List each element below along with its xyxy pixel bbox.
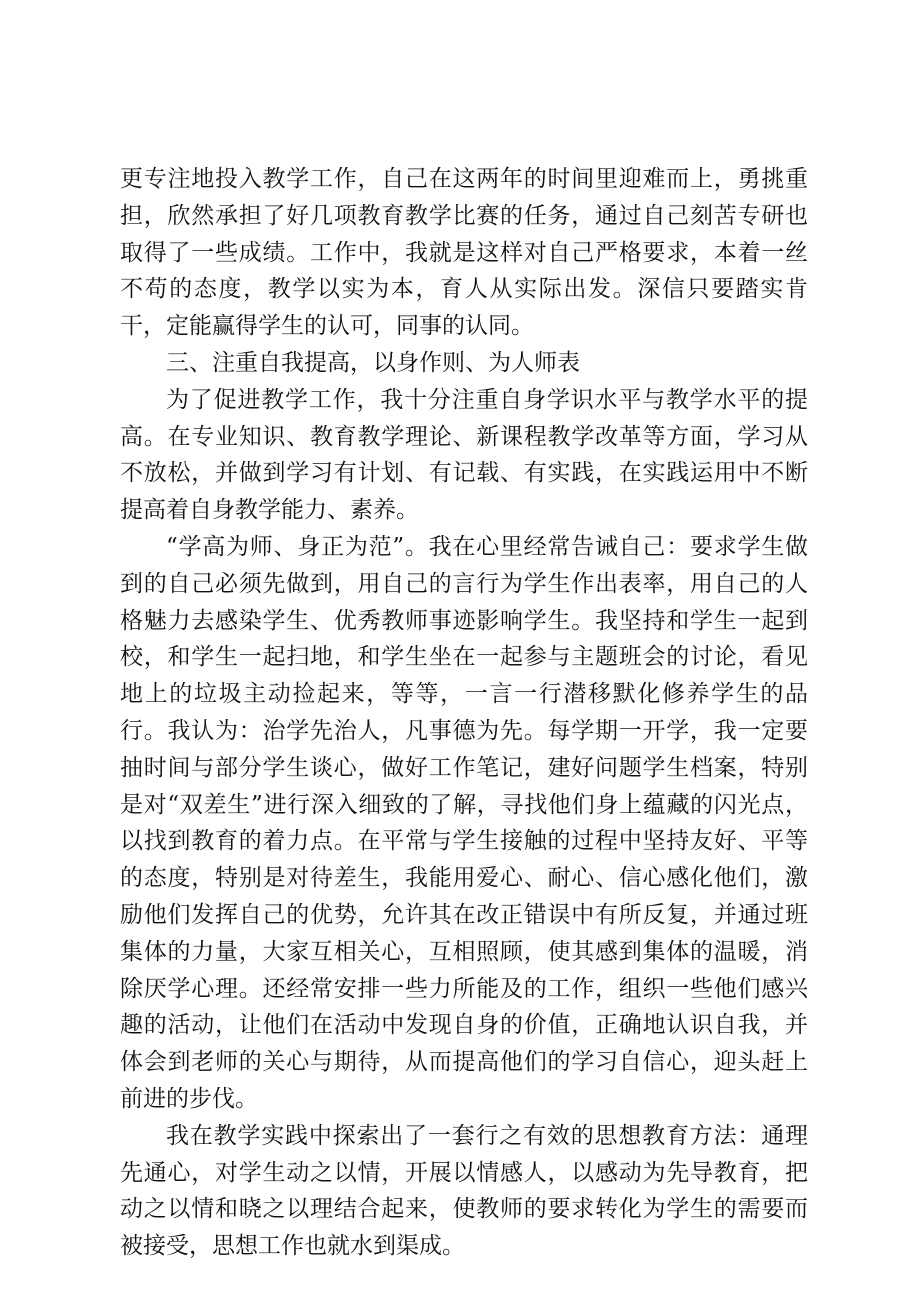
paragraph: “学高为师、身正为范”。我在心里经常告诫自己：要求学生做到的自己必须先做到，用自己的言行为学生作出表率，用自己的人格魅力去感染学生、优秀教师事迹影响学生。我坚持和学生一起到校，和学生一起扫地，和学生坐在一起参与主题班会的讨论，看见地上的垃圾主动捡起来，等等，一言一行潜移默化修养学生的品行。我认为：治学先治人，凡事德为先。每学期一开学，我一定要抽时间与部分学生谈心，做好工作笔记，建好问题学生档案，特别是对“双差生”进行深入细致的了解，寻找他们身上蕴藏的闪光点，以找到教育的着力点。在平常与学生接触的过程中坚持友好、平等的态度，特别是对待差生，我能用爱心、耐心、信心感化他们，激励他们发挥自己的优势，允许其在改正错误中有所反复，并通过班集体的力量，大家互相关心，互相照顾，使其感到集体的温暖，消除厌学心理。还经常安排一些力所能及的工作，组织一些他们感兴趣的活动，让他们在活动中发现自身的价值，正确地认识自我，并体会到老师的关心与期待，从而提高他们的学习自信心，迎头赶上前进的步伐。 bbox=[120, 533, 808, 1112]
paragraph-continuation: 更专注地投入教学工作，自己在这两年的时间里迎难而上，勇挑重担，欣然承担了好几项教育教学比赛的任务，通过自己刻苦专研也取得了一些成绩。工作中，我就是这样对自己严格要求，本着一丝不苟的态度，教学以实为本，育人从实际出发。深信只要踏实肯干，定能赢得学生的认可，同事的认同。 bbox=[120, 166, 808, 340]
section-heading: 三、注重自我提高，以身作则、为人师表 bbox=[166, 349, 580, 376]
paragraph: 为了促进教学工作，我十分注重自身学识水平与教学水平的提高。在专业知识、教育教学理论、新课程教学改革等方面，学习从不放松，并做到学习有计划、有记载、有实践，在实践运用中不断提高着自身教学能力、素养。 bbox=[120, 386, 808, 524]
paragraph: 我在教学实践中探索出了一套行之有效的思想教育方法：通理先通心，对学生动之以情，开展以情感人，以感动为先导教育，把动之以情和晓之以理结合起来，使教师的要求转化为学生的需要而被接受，思想工作也就水到渠成。 bbox=[120, 1122, 808, 1260]
document-body bbox=[120, 161, 808, 1265]
